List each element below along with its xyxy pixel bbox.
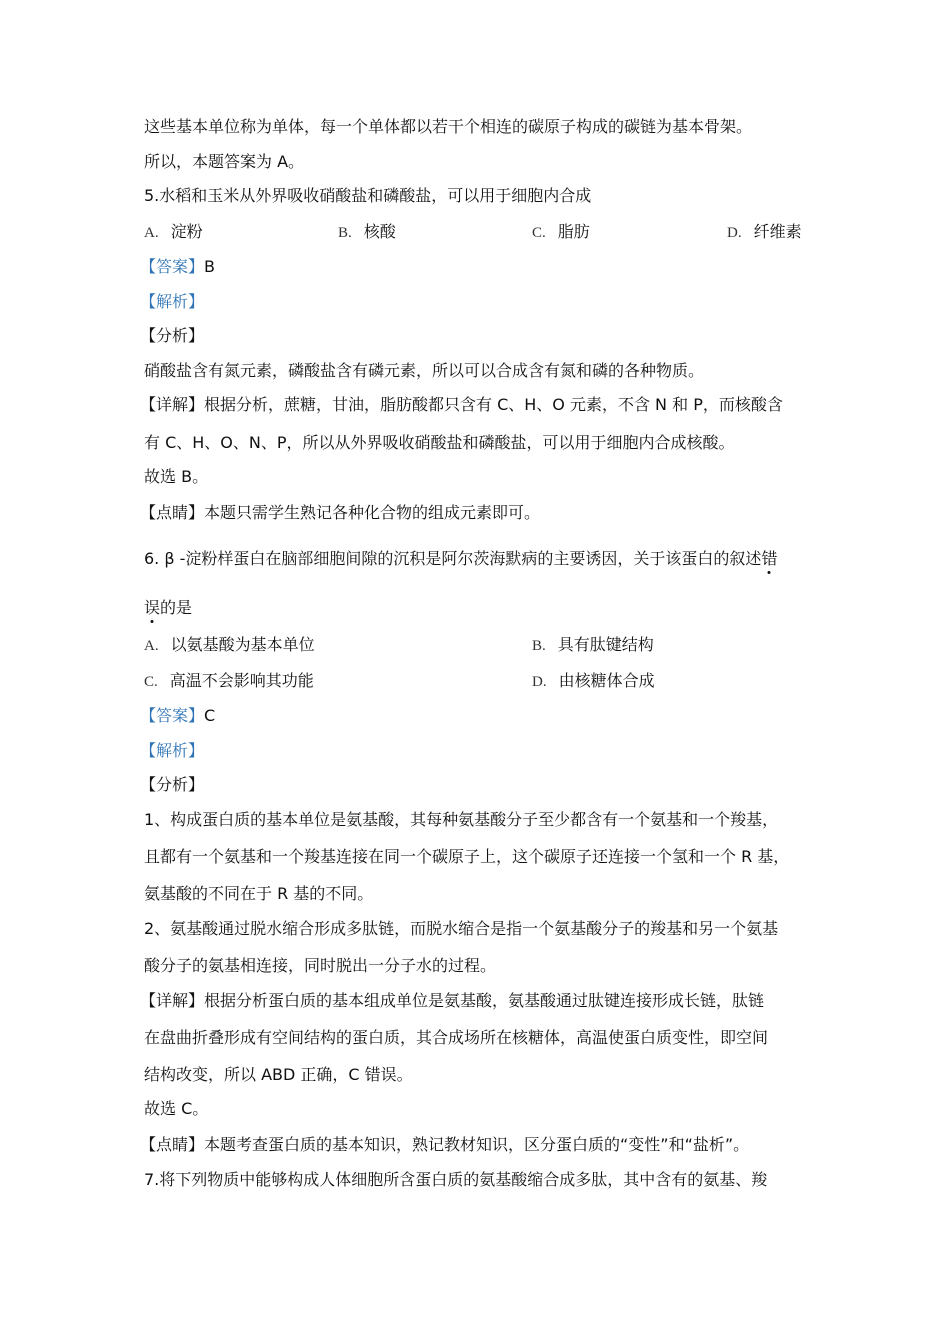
option-text: 核酸 xyxy=(363,222,396,241)
option-key: B. xyxy=(338,225,352,241)
analysis-tag: 【解析】 xyxy=(140,292,205,311)
option-key: B. xyxy=(532,638,546,654)
option-text: 淀粉 xyxy=(170,222,203,241)
dianjing-line: 【点睛】本题只需学生熟记各种化合物的组成元素即可。 xyxy=(140,503,541,522)
option-key: A. xyxy=(144,638,159,654)
option-text: 由核糖体合成 xyxy=(558,671,655,690)
q5-option-a xyxy=(144,222,203,243)
text-line: 氨基酸的不同在于 R 基的不同。 xyxy=(144,884,374,903)
option-key: C. xyxy=(144,674,158,690)
q5-option-c xyxy=(532,222,590,243)
q6-option-d xyxy=(532,671,655,692)
emphasis-char: 错 xyxy=(761,549,778,568)
option-text: 高温不会影响其功能 xyxy=(169,671,314,690)
answer-value: C xyxy=(204,706,216,725)
answer-value: B xyxy=(204,257,215,276)
option-key: C. xyxy=(532,225,546,241)
text-line: 有 C、H、O、N、P，所以从外界吸收硝酸盐和磷酸盐，可以用于细胞内合成核酸。 xyxy=(144,433,735,452)
answer-tag: 【答案】 xyxy=(140,706,205,725)
question-5: 5.水稻和玉米从外界吸收硝酸盐和磷酸盐，可以用于细胞内合成 xyxy=(144,186,592,205)
q5-option-b xyxy=(338,222,396,243)
text-line: 在盘曲折叠形成有空间结构的蛋白质，其合成场所在核糖体，高温使蛋白质变性，即空间 xyxy=(144,1028,769,1047)
text-line: 【详解】根据分析，蔗糖，甘油，脂肪酸都只含有 C、H、O 元素，不含 N 和 P，而核酸含 xyxy=(140,395,783,414)
question-7: 7.将下列物质中能够构成人体细胞所含蛋白质的氨基酸缩合成多肽，其中含有的氨基、羧 xyxy=(144,1170,768,1189)
question-6-cont xyxy=(144,598,192,618)
q5-answer xyxy=(140,257,215,277)
option-key: A. xyxy=(144,225,159,241)
fenxi-heading: 【分析】 xyxy=(140,775,205,794)
emphasis-char: 误 xyxy=(144,598,161,617)
text-line: 硝酸盐含有氮元素，磷酸盐含有磷元素，所以可以合成含有氮和磷的各种物质。 xyxy=(144,361,705,380)
text-line: 【详解】根据分析蛋白质的基本组成单位是氨基酸，氨基酸通过肽键连接形成长链，肽链 xyxy=(140,991,765,1010)
q6-answer xyxy=(140,706,215,726)
text-line: 酸分子的氨基相连接，同时脱出一分子水的过程。 xyxy=(144,956,497,975)
option-text: 纤维素 xyxy=(753,222,802,241)
option-key: D. xyxy=(532,674,547,690)
question-text: 的是 xyxy=(160,598,193,617)
answer-tag: 【答案】 xyxy=(140,257,205,276)
text-line: 1、构成蛋白质的基本单位是氨基酸，其每种氨基酸分子至少都含有一个氨基和一个羧基， xyxy=(144,810,779,829)
text-line: 所以，本题答案为 A。 xyxy=(144,152,305,171)
question-text: 6. β -淀粉样蛋白在脑部细胞间隙的沉积是阿尔茨海默病的主要诱因，关于该蛋白的叙述 xyxy=(144,549,762,568)
text-line: 这些基本单位称为单体，每一个单体都以若干个相连的碳原子构成的碳链为基本骨架。 xyxy=(144,117,753,136)
fenxi-heading: 【分析】 xyxy=(140,326,205,345)
text-line: 且都有一个氨基和一个羧基连接在同一个碳原子上，这个碳原子还连接一个氢和一个 R 基， xyxy=(144,847,790,866)
text-line: 2、氨基酸通过脱水缩合形成多肽链，而脱水缩合是指一个氨基酸分子的羧基和另一个氨基 xyxy=(144,919,779,938)
q5-option-d xyxy=(727,222,802,243)
q6-option-b xyxy=(532,635,654,656)
analysis-tag: 【解析】 xyxy=(140,741,205,760)
q6-option-a xyxy=(144,635,315,656)
text-line: 故选 C。 xyxy=(144,1099,209,1118)
q6-option-c xyxy=(144,671,314,692)
option-text: 具有肽键结构 xyxy=(557,635,654,654)
question-6 xyxy=(144,549,777,569)
text-line: 结构改变，所以 ABD 正确，C 错误。 xyxy=(144,1065,413,1084)
dianjing-line: 【点睛】本题考查蛋白质的基本知识，熟记教材知识，区分蛋白质的“变性”和“盐析”。 xyxy=(140,1135,750,1154)
text-line: 故选 B。 xyxy=(144,467,209,486)
option-key: D. xyxy=(727,225,742,241)
option-text: 以氨基酸为基本单位 xyxy=(170,635,315,654)
option-text: 脂肪 xyxy=(557,222,590,241)
